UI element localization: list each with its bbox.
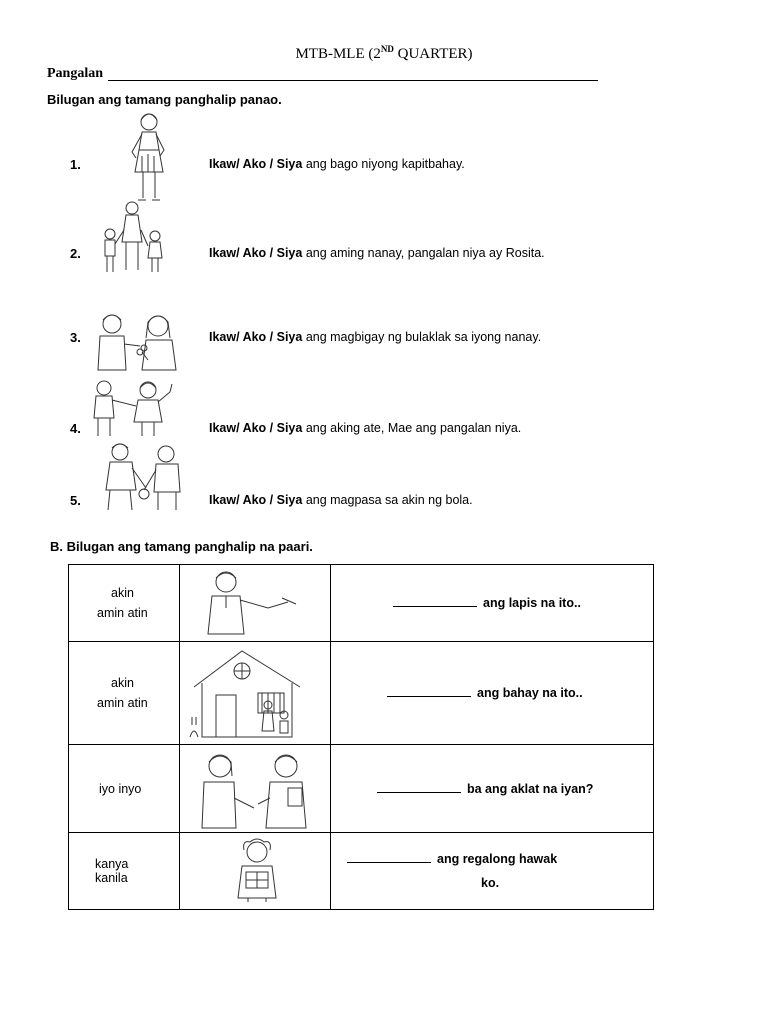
answer-blank[interactable] (387, 696, 471, 697)
giving-flowers-illustration (90, 308, 186, 374)
answer-blank[interactable] (347, 862, 431, 863)
choice-option[interactable]: akin (111, 586, 134, 600)
item-number: 4. (70, 421, 81, 436)
title-text-end: QUARTER) (393, 46, 473, 62)
title-text: MTB-MLE (2 (295, 46, 381, 62)
item-number: 3. (70, 330, 81, 345)
item-sentence (209, 157, 465, 171)
item-number: 1. (70, 157, 81, 172)
answer-blank[interactable] (393, 606, 477, 607)
pronoun-options[interactable]: Ikaw/ Ako / Siya (209, 493, 303, 507)
item-sentence-text: ang bago niyong kapitbahay. (302, 157, 465, 171)
item-sentence-text: ang magpasa sa akin ng bola. (302, 493, 473, 507)
two-girls-book-illustration (190, 748, 320, 830)
choice-cell (69, 565, 180, 642)
choice-option[interactable]: amin atin (97, 696, 148, 710)
house-illustration (188, 645, 316, 741)
choice-option[interactable]: akin (111, 676, 134, 690)
item-sentence (209, 246, 545, 260)
sentence-cell (331, 565, 654, 642)
mother-children-illustration (98, 198, 168, 276)
girl-gift-illustration (222, 838, 292, 904)
choice-option[interactable]: kanila (95, 871, 128, 885)
pronoun-options[interactable]: Ikaw/ Ako / Siya (209, 330, 303, 344)
item-sentence-text: ang magbigay ng bulaklak sa iyong nanay. (302, 330, 542, 344)
table-row (69, 642, 654, 745)
item-sentence-text: ang aking ate, Mae ang pangalan niya. (302, 421, 522, 435)
sentence-text: ang lapis na ito.. (483, 596, 581, 610)
sentence-cell (331, 833, 654, 910)
sentence-line (377, 782, 653, 796)
picture-cell (180, 745, 331, 833)
table-row (69, 745, 654, 833)
item-sentence (209, 421, 521, 435)
item-sentence (209, 330, 541, 344)
pronoun-options[interactable]: Ikaw/ Ako / Siya (209, 421, 303, 435)
picture-cell (180, 833, 331, 910)
picture-cell (180, 565, 331, 642)
table-row (69, 565, 654, 642)
sentence-line (393, 596, 653, 610)
boy-pointing-illustration (196, 568, 306, 638)
passing-ball-illustration (94, 438, 188, 514)
choice-cell (69, 745, 180, 833)
siblings-illustration (86, 378, 182, 440)
pronoun-options[interactable]: Ikaw/ Ako / Siya (209, 246, 303, 260)
item-sentence (209, 493, 473, 507)
sentence-cell (331, 642, 654, 745)
pronoun-options[interactable]: Ikaw/ Ako / Siya (209, 157, 303, 171)
choice-option[interactable]: kanya (95, 857, 129, 871)
choice-cell (69, 642, 180, 745)
sentence-text: ang bahay na ito.. (477, 686, 583, 700)
possessive-pronoun-table (68, 564, 654, 910)
name-label: Pangalan (47, 66, 104, 81)
name-field-line[interactable] (108, 80, 598, 81)
answer-blank[interactable] (377, 792, 461, 793)
table-row (69, 833, 654, 910)
section-b-instruction: B. Bilugan ang tamang panghalip na paari. (50, 539, 313, 554)
item-sentence-text: ang aming nanay, pangalan niya ay Rosita. (302, 246, 545, 260)
choice-option[interactable]: iyo inyo (99, 781, 142, 796)
item-number: 2. (70, 246, 81, 261)
title-superscript: ND (380, 44, 394, 54)
picture-cell (180, 642, 331, 745)
sentence-continuation: ko. (481, 876, 500, 890)
girl-illustration (124, 110, 174, 206)
choice-cell (69, 833, 180, 910)
sentence-cell (331, 745, 654, 833)
sentence-line (347, 852, 653, 866)
worksheet-title (0, 44, 768, 63)
item-number: 5. (70, 493, 81, 508)
section-a-instruction: Bilugan ang tamang panghalip panao. (47, 92, 282, 107)
sentence-text: ba ang aklat na iyan? (467, 781, 594, 796)
sentence-line (387, 686, 653, 700)
sentence-text: ang regalong hawak (437, 852, 558, 866)
choice-option[interactable]: amin atin (97, 606, 148, 620)
